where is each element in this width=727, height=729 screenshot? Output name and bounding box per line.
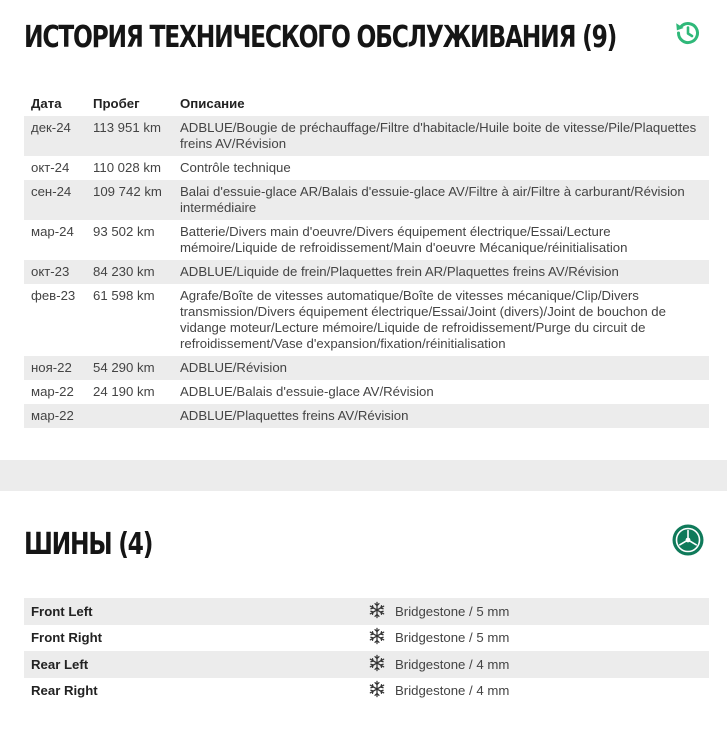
row-mileage: 109 742 km (86, 180, 173, 220)
snowflake-icon (367, 678, 387, 705)
snowflake-icon (367, 651, 387, 678)
tire-spec: Bridgestone / 4 mm (395, 683, 510, 699)
tire-position: Front Right (31, 630, 103, 646)
row-date: сен-24 (24, 180, 86, 220)
section-divider (0, 460, 727, 491)
column-header-description: Описание (180, 96, 245, 111)
tires-section (0, 491, 727, 729)
row-date: окт-24 (31, 160, 70, 175)
row-description: Balai d'essuie-glace AR/Balais d'essuie-glace AV/Filtre à air/Filtre à carburant/Révision intermédiaire (173, 180, 709, 220)
tires-table (24, 598, 709, 704)
row-description: ADBLUE/Révision (173, 356, 709, 380)
tires-title: ШИНЫ (4) (24, 527, 153, 562)
row-date: фев-23 (31, 288, 76, 303)
row-mileage: 61 598 km (93, 288, 155, 303)
table-row (24, 260, 709, 284)
tire-spec: Bridgestone / 4 mm (387, 651, 709, 678)
table-row (24, 380, 709, 404)
table-row (24, 284, 709, 356)
row-date: мар-22 (31, 384, 74, 399)
row-date: ноя-22 (24, 356, 86, 380)
tire-position: Rear Left (24, 651, 367, 678)
row-description: ADBLUE/Liquide de frein/Plaquettes frein AR/Plaquettes freins AV/Révision (173, 260, 709, 284)
row-mileage: 113 951 km (86, 116, 173, 156)
snowflake-icon (367, 625, 387, 652)
row-mileage: 54 290 km (86, 356, 173, 380)
table-row (24, 356, 709, 380)
tire-position: Front Left (24, 598, 367, 625)
row-date: окт-23 (24, 260, 86, 284)
row-date: дек-24 (24, 116, 86, 156)
table-row (24, 404, 709, 428)
table-row (24, 180, 709, 220)
row-description: Batterie/Divers main d'oeuvre/Divers équipement électrique/Essai/Lecture mémoire/Liquide de refroidissement/Main d'oeuvre Mécanique/réinitialisation (180, 224, 628, 255)
table-row (24, 598, 709, 625)
row-mileage: 93 502 km (93, 224, 155, 239)
table-row (24, 651, 709, 678)
maintenance-title: ИСТОРИЯ ТЕХНИЧЕСКОГО ОБСЛУЖИВАНИЯ (9) (24, 20, 617, 55)
table-row (24, 220, 709, 260)
tire-spec: Bridgestone / 5 mm (395, 630, 510, 646)
table-row (24, 156, 709, 180)
tire-position: Rear Right (31, 683, 98, 699)
row-mileage: 84 230 km (86, 260, 173, 284)
row-description: Agrafe/Boîte de vitesses automatique/Boîte de vitesses mécanique/Clip/Divers transmission/Divers équipement électrique/Essai/Joint (divers)/Joint de bouchon de vidange moteur/Lecture mémoire/Liquide de refroidissement/Purge du circuit de refroidissement/Vase d'expansion/fixation/réinitialisation (180, 288, 666, 351)
table-row (24, 625, 709, 652)
row-mileage: 24 190 km (93, 384, 155, 399)
row-mileage: 110 028 km (93, 160, 161, 175)
row-description: Contrôle technique (180, 160, 291, 175)
table-row (24, 678, 709, 705)
maintenance-header-row (24, 92, 709, 116)
row-mileage (86, 404, 173, 428)
row-description: ADBLUE/Balais d'essuie-glace AV/Révision (180, 384, 434, 399)
snowflake-icon (367, 598, 387, 625)
table-row (24, 116, 709, 156)
history-icon[interactable] (671, 16, 705, 50)
column-header-date: Дата (31, 96, 62, 111)
row-description: ADBLUE/Plaquettes freins AV/Révision (173, 404, 709, 428)
row-description: ADBLUE/Bougie de préchauffage/Filtre d'habitacle/Huile boite de vitesse/Pile/Plaquettes freins AV/Révision (173, 116, 709, 156)
row-date: мар-22 (24, 404, 86, 428)
row-date: мар-24 (31, 224, 74, 239)
tire-icon[interactable] (671, 523, 705, 557)
column-header-mileage: Пробег (93, 96, 140, 111)
maintenance-table (24, 92, 709, 428)
tire-spec: Bridgestone / 5 mm (387, 598, 709, 625)
